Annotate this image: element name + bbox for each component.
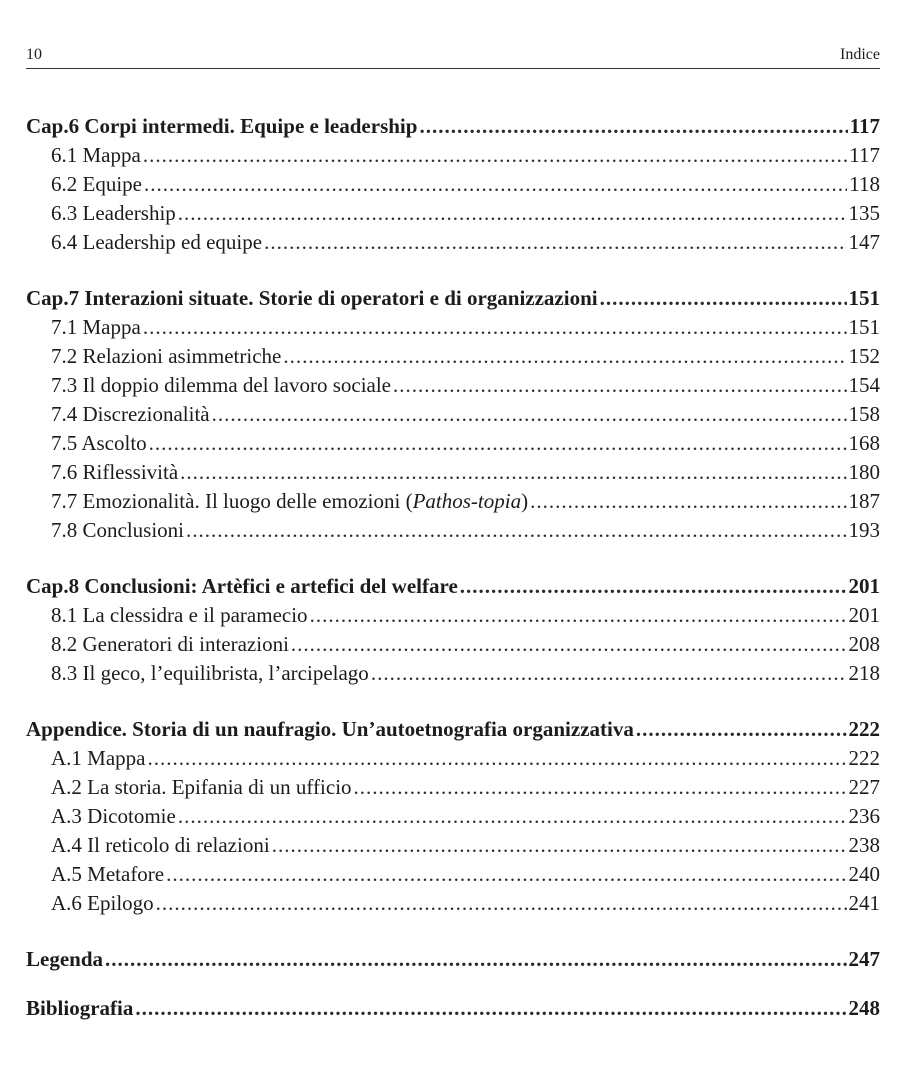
entry-page: 240 [848, 862, 880, 886]
toc-entry[interactable] [26, 141, 880, 170]
entry-page: 117 [849, 143, 880, 167]
entry-page: 151 [848, 315, 880, 339]
toc-entry[interactable] [26, 429, 880, 458]
entry-title: 6.4 Leadership ed equipe [51, 230, 263, 254]
toc-entry[interactable] [26, 170, 880, 199]
dot-leader [180, 458, 846, 487]
chapter-heading[interactable] [26, 284, 880, 313]
chapter-title: Cap.6 Corpi intermedi. Equipe e leadership [26, 114, 418, 138]
chapter-title: Cap.8 Conclusioni: Artèfici e artefici del welfare [26, 574, 458, 598]
dot-leader [419, 112, 847, 141]
dot-leader [149, 429, 847, 458]
entry-title: 8.2 Generatori di interazioni [51, 632, 289, 656]
chapter-heading[interactable] [26, 572, 880, 601]
dot-leader [283, 342, 846, 371]
entry-title: 7.1 Mappa [51, 315, 141, 339]
entry-title: 7.8 Conclusioni [51, 518, 185, 542]
dot-leader [636, 715, 847, 744]
dot-leader [144, 170, 847, 199]
chapter-title: Cap.7 Interazioni situate. Storie di operatori e di organizzazioni [26, 286, 598, 310]
entry-title: 6.3 Leadership [51, 201, 176, 225]
entry-page: 236 [848, 804, 880, 828]
entry-title: 6.2 Equipe [51, 172, 142, 196]
toc-section [26, 284, 880, 545]
toc-entry[interactable] [26, 487, 880, 516]
dot-leader [530, 487, 846, 516]
chapter-title: Appendice. Storia di un naufragio. Un’autoetnografia organizzativa [26, 717, 634, 741]
entry-page: 152 [848, 344, 880, 368]
toc-entry[interactable] [26, 228, 880, 257]
entry-page: 241 [848, 891, 880, 915]
running-title: Indice [840, 46, 880, 63]
toc-entry[interactable] [26, 744, 880, 773]
dot-leader [178, 802, 847, 831]
chapter-page: 248 [848, 996, 880, 1020]
toc-entry[interactable] [26, 601, 880, 630]
entry-page: 193 [848, 518, 880, 542]
toc-section [26, 572, 880, 688]
entry-page: 168 [848, 431, 880, 455]
toc-entry[interactable] [26, 659, 880, 688]
dot-leader [166, 860, 846, 889]
chapter-page: 151 [848, 286, 880, 310]
toc-entry[interactable] [26, 802, 880, 831]
dot-leader [143, 313, 847, 342]
entry-page: 201 [848, 603, 880, 627]
entry-page: 238 [848, 833, 880, 857]
entry-title: 7.5 Ascolto [51, 431, 147, 455]
toc-entry[interactable] [26, 458, 880, 487]
dot-leader [272, 831, 847, 860]
chapter-title: Legenda [26, 947, 104, 971]
dot-leader [460, 572, 847, 601]
entry-page: 118 [849, 172, 880, 196]
entry-title: 8.1 La clessidra e il paramecio [51, 603, 308, 627]
toc-section [26, 112, 880, 257]
toc-entry[interactable] [26, 516, 880, 545]
entry-page: 135 [848, 201, 880, 225]
entry-title: A.1 Mappa [51, 746, 146, 770]
toc-section [26, 715, 880, 918]
entry-page: 218 [848, 661, 880, 685]
chapter-title: Bibliografia [26, 996, 134, 1020]
entry-title [51, 487, 528, 516]
entry-title: A.6 Epilogo [51, 891, 154, 915]
entry-page: 158 [848, 402, 880, 426]
entry-page: 222 [848, 746, 880, 770]
entry-page: 227 [848, 775, 880, 799]
chapter-heading[interactable] [26, 945, 880, 974]
entry-title-start: 7.7 Emozionalità. Il luogo delle emozioni ( [51, 489, 413, 513]
dot-leader [310, 601, 847, 630]
entry-title: 6.1 Mappa [51, 143, 141, 167]
dot-leader [143, 141, 847, 170]
chapter-page: 201 [848, 574, 880, 598]
dot-leader [186, 516, 846, 545]
toc-entry[interactable] [26, 630, 880, 659]
entry-title: 7.4 Discrezionalità [51, 402, 210, 426]
entry-title-end: ) [521, 489, 529, 513]
toc-section [26, 945, 880, 974]
toc-entry[interactable] [26, 773, 880, 802]
entry-page: 187 [848, 489, 880, 513]
entry-title: 7.6 Riflessività [51, 460, 179, 484]
entry-title: 8.3 Il geco, l’equilibrista, l’arcipelago [51, 661, 369, 685]
dot-leader [264, 228, 846, 257]
page-number: 10 [26, 46, 42, 63]
chapter-page: 117 [849, 114, 880, 138]
dot-leader [354, 773, 847, 802]
entry-title: A.5 Metafore [51, 862, 165, 886]
dot-leader [178, 199, 847, 228]
chapter-heading[interactable] [26, 994, 880, 1023]
entry-title: A.4 Il reticolo di relazioni [51, 833, 270, 857]
dot-leader [156, 889, 847, 918]
entry-title: A.2 La storia. Epifania di un ufficio [51, 775, 352, 799]
entry-title: 7.3 Il doppio dilemma del lavoro sociale [51, 373, 391, 397]
dot-leader [393, 371, 847, 400]
toc-entry[interactable] [26, 342, 880, 371]
dot-leader [105, 945, 846, 974]
table-of-contents [26, 112, 880, 1043]
toc-entry[interactable] [26, 889, 880, 918]
entry-title: 7.2 Relazioni asimmetriche [51, 344, 282, 368]
dot-leader [600, 284, 847, 313]
entry-title: A.3 Dicotomie [51, 804, 176, 828]
toc-entry[interactable] [26, 371, 880, 400]
chapter-page: 222 [848, 717, 880, 741]
dot-leader [371, 659, 847, 688]
toc-entry[interactable] [26, 831, 880, 860]
entry-title-italic: Pathos-topia [412, 489, 522, 513]
toc-entry[interactable] [26, 860, 880, 889]
chapter-page: 247 [848, 947, 880, 971]
running-header [26, 44, 880, 69]
toc-entry[interactable] [26, 400, 880, 429]
dot-leader [291, 630, 847, 659]
entry-page: 208 [848, 632, 880, 656]
entry-page: 180 [848, 460, 880, 484]
toc-entry[interactable] [26, 199, 880, 228]
dot-leader [135, 994, 846, 1023]
toc-section [26, 994, 880, 1023]
dot-leader [212, 400, 847, 429]
toc-entry[interactable] [26, 313, 880, 342]
entry-page: 154 [848, 373, 880, 397]
entry-page: 147 [848, 230, 880, 254]
dot-leader [147, 744, 846, 773]
chapter-heading[interactable] [26, 715, 880, 744]
chapter-heading[interactable] [26, 112, 880, 141]
